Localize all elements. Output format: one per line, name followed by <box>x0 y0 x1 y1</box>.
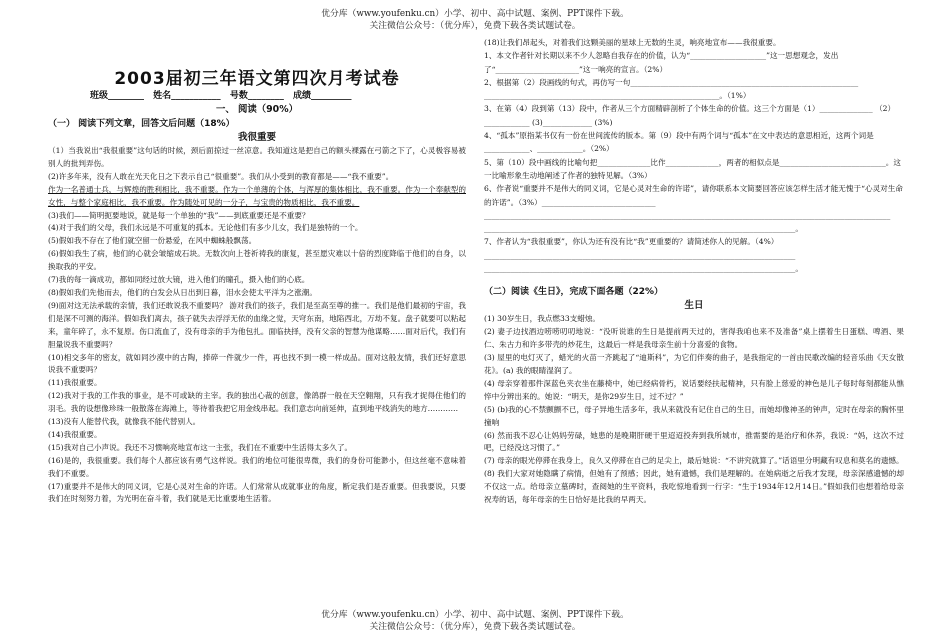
top-header <box>0 8 950 32</box>
paragraph: (6)假如我生了病，他们的心就会皱缩成石块。无数次向上苍祈祷我的康复，甚至愿灾难以十倍的烈度降临于他们的自身，以换取我的平安。 <box>48 249 466 272</box>
score-field[interactable]: 成绩_________ <box>292 91 352 101</box>
answer-line[interactable]: ______________________________________________________________。（1%） <box>484 91 751 101</box>
paragraph: (3) 屋里的电灯灭了，蜡光的火苗一齐跳起了“迪斯科”，为它们伴奏的曲子，是我指定的一首由民歌改编的轻音乐曲《天女散花》。(a) 我的眼睛湿润了。 <box>484 353 904 375</box>
part-two-heading: （二）阅读《生日》，完成下面各题（22%） <box>484 287 664 298</box>
question-7: 7、作者认为“我很重要”，你认为还有没有比“我”更重要的？请简述你人的见解。（4%） <box>484 237 779 247</box>
paragraph: (16)是的，我很重要。我们每个人都应该有勇气这样说。我们的地位可能很卑微，我们的身份可能渺小，但这丝毫不意味着我们不重要。 <box>48 455 466 478</box>
passage-two-title: 生日 <box>684 300 704 312</box>
paragraph: (10)相交多年的密友，就如同沙漠中的古陶，捧碎一件就少一件，再也找不到一模一样成品。面对这般友情，我们还好意思说我不重要吗？ <box>48 352 466 375</box>
paragraph: (17)重要并不是伟大的同义词，它是心灵对生命的许诺。人们常常从成就事业的角度，断定我们是否重要。但我要说，只要我们在时刻努力着，为光明在奋斗着，我们就是无比重要地生活着。 <box>48 481 466 504</box>
question-4: 4、“孤本”原指某书仅有一份在世间流传的版本。第（9）段中有两个词与“孤本”在文中表达的意思相近，这两个词是____________、____________。（2%） <box>484 131 874 154</box>
paragraph: (15)我对自己小声说。我还不习惯响亮地宣布这一主张，我们在不重要中生活得太多久了。 <box>48 442 353 452</box>
answer-line[interactable]: __________________________________________________________________________________。 <box>484 224 803 234</box>
answer-line[interactable]: __________________________________________________________________________________。 <box>484 264 803 274</box>
paragraph: (6) 然而我不忍心让妈妈劳碌，她患的是晚期肝硬干里迢迢投奔到我所城市，推需要的是治疗和休养，我说：“妈，这次不过吧，已经没这习惯了。” <box>484 430 904 453</box>
paragraph: (5)假如我不存在了他们就空留一份悬爱，在风中蜘蛛般飘荡。 <box>48 236 257 246</box>
question-1: 1、本文作者针对长期以来不少人忽略自我存在的价值，认为“____________________”这一思想观念，发出了“______________________”这一响亮的宣言。（2%） <box>484 51 839 74</box>
paragraph: (5) (b)我的心不禁颤颤不已，母子异地生活多年，我从来就没有记住自己的生日，而她却像神圣的钟声，定时在母亲的胸怀里撞响 <box>484 404 904 427</box>
question-3: 3、在第（4）段到第（13）段中，作者从三个方面精辟剖析了个体生命的价值。这三个方面是（1）______________ （2）____________ (3)_____________ (3%) <box>484 104 896 127</box>
right-column <box>484 32 904 608</box>
paragraph: (1) 30岁生日，我点燃33支蜡烛。 <box>484 314 601 324</box>
paragraph: (8)假如我们先他而去，他们的白发会从日出到日暮，泪水会使太平洋为之涨潮。 <box>48 287 317 297</box>
paragraph: (8) 我们大家对她隐瞒了病情，但她有了预感；因此，她有遗憾，我们是理解的。在她病逝之后我才发现，母亲深感遗憾的却不仅这一点。给母亲立墓碑时，查阅她的生平资料，我吃惊地看到一行字：“生于1934年12月14日。”假如我们也想着给母亲祝寿的话，每年母亲的生日恰好是比我的早两天。 <box>484 469 904 505</box>
section-heading: 一、 阅读（90%） <box>216 104 298 115</box>
paragraph: （1）当我说出“我很重要”这句话的时候，颈后面掠过一丝凉意。我知道这是把自己的额头裸露在弓箭之下了，心灵极容易被别人的批判弄伤。 <box>48 146 466 168</box>
paragraph: (4) 母亲穿着那件深蓝色夹衣坐在藤椅中，她已经病骨朽，说话要经扶起精神，只有脸上慈爱的神色是儿子每时每刻都能从憔悴中分辨出来的。她说：“明天，是你29岁生日，过不过？” <box>484 378 904 401</box>
underlined-paragraph: 作为一名普通士兵，与辉煌的胜利相比，我不重要。作为一个单薄的个体，与浑厚的集体相比，我不重要。作为一个奉献型的女性，与整个家庭相比，我不重要。作为随处可见的一分子，与宝贵的物质相比，我不重要。 <box>48 184 466 207</box>
passage-one-title: 我很重要 <box>237 132 276 143</box>
question-5: 5、第（10）段中画线的比喻句把______________比作______________，两者的相似点是____________________________。这一比喻形象生动地阐述了作者的独特见解。（3%） <box>484 157 901 180</box>
paragraph: (3)我们——简明扼要地说，就是每一个单独的“我”——到底重要还是不重要？ <box>48 210 310 220</box>
question-6: 6、作者说“重要并不是伟大的同义词，它是心灵对生命的许诺”，请你联系本文简要回答应该怎样生活才能无愧于“心灵对生命的许诺”。（3%）______________________________ <box>484 184 903 207</box>
paragraph: (14)我很重要。 <box>48 429 102 439</box>
bottom-header <box>0 609 950 633</box>
paragraph: (7)我的每一滴成功，都如同经过放大镜，进入他们的瞳孔，摄入他们的心底。 <box>48 275 310 285</box>
paragraph: (4)对于我们的父母，我们永远是不可重复的孤本。无论他们有多少儿女，我们是独特的一个。 <box>48 223 363 233</box>
footer-line-2: 关注微信公众号：（优分库），免费下载各类试题试卷。 <box>369 622 581 632</box>
paragraph: (9)面对这无法承载的亲情，我们还敢说我不重要吗？ 游对我们的孩子，我们是至高至尊的推一。我们是他们最初的宇宙，我们是深不可测的海洋。假如我们离去，孩子就失去浮浮无依的血缘之觉，天穹东南，地陷西北，万劫不复。盘子就要可以粘起来，童年碎了，永不复原。伤口流血了，没有母亲的手为他包扎。面临抉择，没有父亲的智慧为他谋略……面对后代，我们有胆量说我不重要吗？ <box>48 300 466 349</box>
paragraph: (7) 母亲的眼光停滞在我身上，良久又停滞在自己的足尖上，最后她说：“不讲究就算了。”话语里分明藏有叹息和莫名的遗憾。 <box>484 456 904 466</box>
paragraph: (2) 妻子边找酒边唠唠叨叨地说：“没听说谁的生日是提前两天过的，害得我咱也来不及准备”桌上摆着生日蛋糕、啤酒、果仁、朱古力和许多带壳的炒花生，这最后一样是我母亲生前十分喜爱的食物。 <box>484 327 904 350</box>
answer-line[interactable]: __________________________________________________________________________________ <box>484 250 796 260</box>
part-one-heading: （一） 阅读下列文章，回答文后问题（18%） <box>48 119 235 129</box>
answer-line[interactable]: ___________________________________________________________________________________________________________ <box>484 210 891 220</box>
question-2: 2、根据第（2）段画线的句式，再仿写一句____________________________________________________________ <box>484 77 859 87</box>
exam-title: 2003届初三年语文第四次月考试卷 <box>114 69 400 89</box>
paragraph: (18)让我们昂起头，对着我们这颗美丽的星球上无数的生灵，响亮地宣布——我很重要。 <box>484 38 781 47</box>
paragraph: (2)许多年来，没有人敢在光天化日之下表示自己“很重要”。我们从小受到的教育都是——“我不重要”。 <box>48 171 394 181</box>
student-info-fields <box>90 90 466 103</box>
paragraph: (11)我很重要。 <box>48 378 102 388</box>
number-field[interactable]: 号数________ <box>229 91 284 101</box>
header-line-1: 优分库（www.youfenku.cn）小学、初中、高中试题、案例、PPT课件下载。 <box>321 9 629 19</box>
name-field[interactable]: 姓名___________ <box>153 91 221 101</box>
class-field[interactable]: 班级________ <box>90 91 145 101</box>
header-line-2: 关注微信公众号：（优分库），免费下载各类试题试卷。 <box>369 21 581 31</box>
paragraph: (12)我对于我的工作我的事业，是不可或缺的主宰。我的独出心裁的创意，像鸽群一般在天空翱翔，只有我才捉得住他们的羽毛。我的设想像珍珠一般散落在海滩上，等待着我把它用金线串起。我们意志向前延伸，直到地平线消失的地方………… <box>48 391 466 414</box>
paragraph: (13)没有人能替代我，就像我不能代替别人。 <box>48 417 201 427</box>
left-column <box>48 32 466 608</box>
footer-line-1: 优分库（www.youfenku.cn）小学、初中、高中试题、案例、PPT课件下载。 <box>321 610 629 620</box>
